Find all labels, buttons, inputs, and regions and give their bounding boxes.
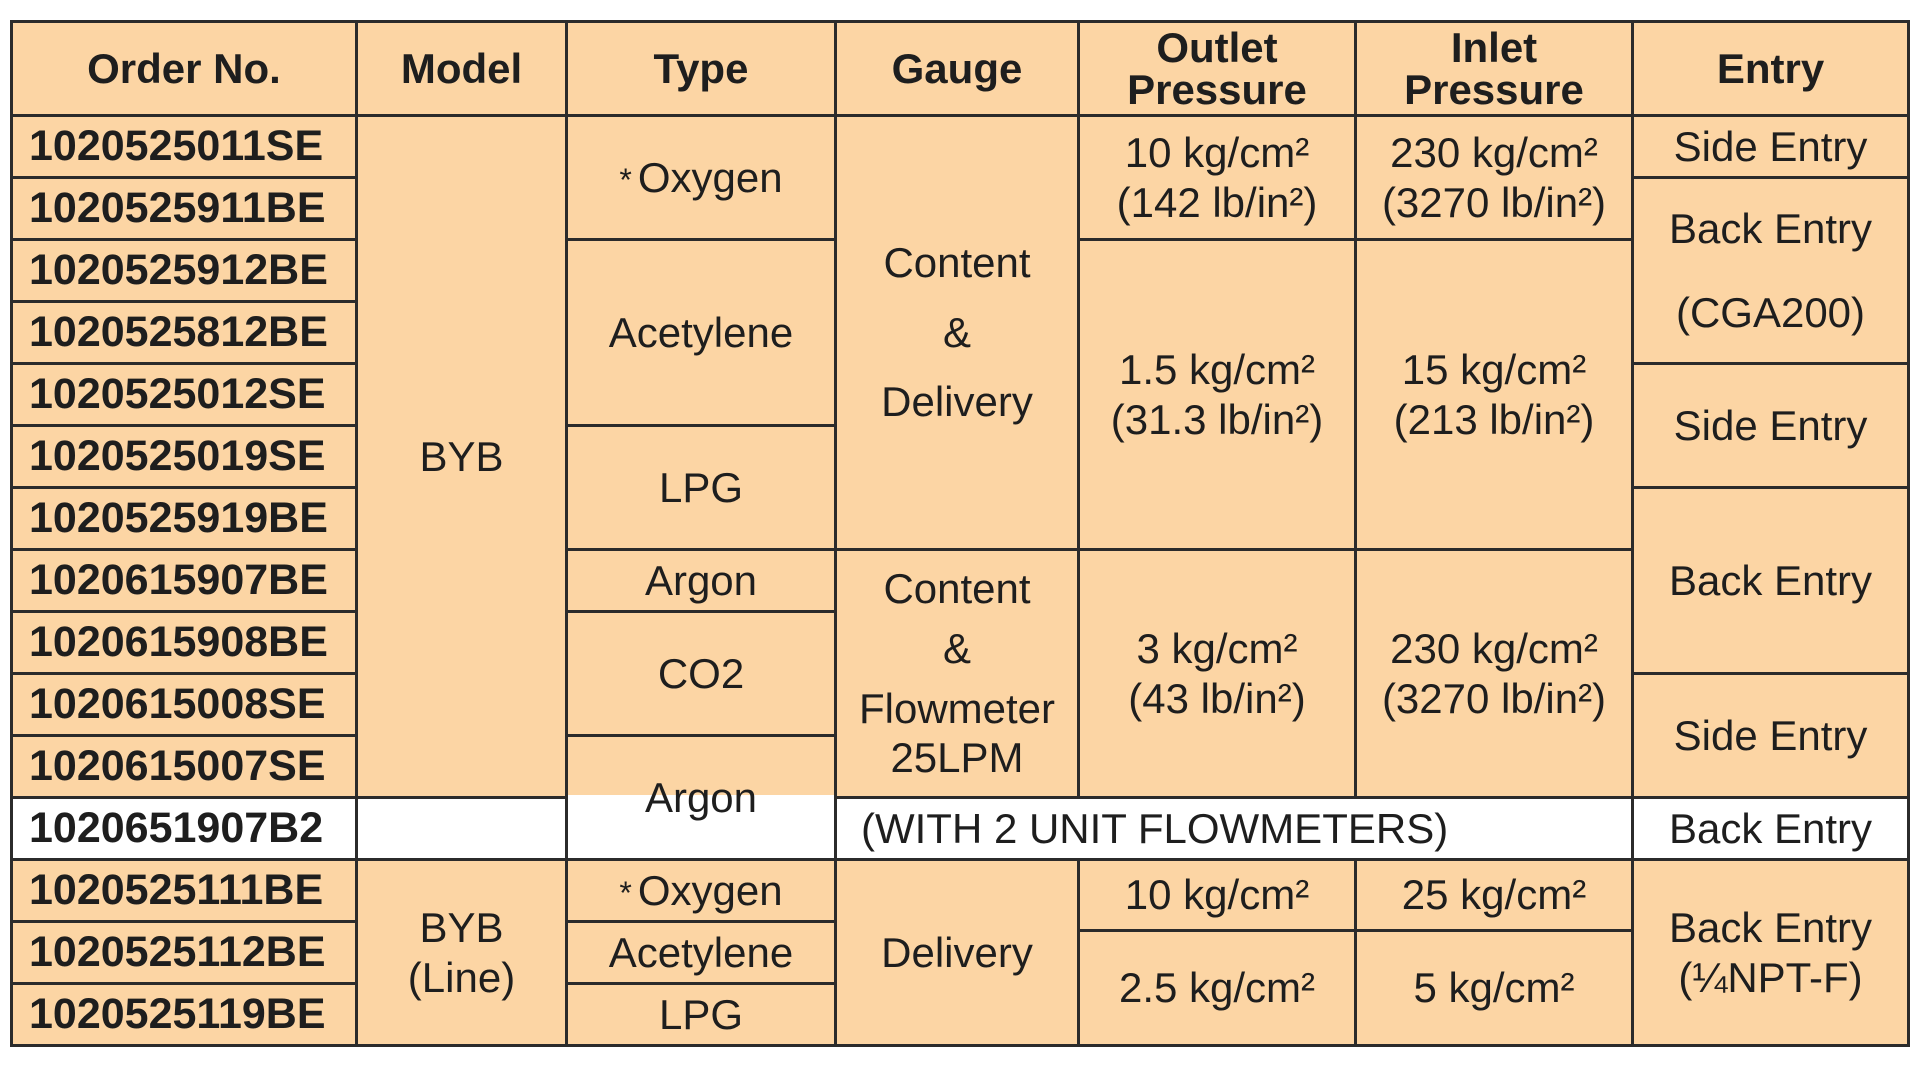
inlet-pressure-text: (213 lb/in²) [1393, 395, 1595, 443]
entry-text: Side Entry [1673, 401, 1868, 449]
type-cell [565, 424, 837, 551]
entry-cell [1631, 362, 1910, 489]
header-order-no-text: Order No. [87, 44, 281, 92]
inlet-pressure-cell [1354, 114, 1634, 241]
outlet-pressure-cell [1077, 858, 1357, 932]
entry-cell [1631, 114, 1910, 179]
type-text: LPG [658, 463, 744, 511]
gauge-cell [834, 548, 1080, 799]
gauge-text: & [942, 308, 971, 356]
outlet-pressure-cell [1077, 548, 1357, 799]
gauge-cell [834, 114, 1080, 551]
order-no-cell [10, 920, 358, 985]
header-outlet-pressure [1077, 20, 1357, 117]
outlet-pressure-text: (142 lb/in²) [1116, 178, 1318, 226]
type-cell [565, 610, 837, 737]
header-model [355, 20, 568, 117]
order-no-text: 1020525011SE [29, 122, 324, 171]
inlet-pressure-text: 230 kg/cm² [1390, 624, 1598, 672]
order-no-cell [10, 734, 358, 799]
flowmeter-note-text: (WITH 2 UNIT FLOWMETERS) [861, 804, 1449, 852]
type-text: Argon [644, 556, 758, 604]
type-text: Acetylene [608, 928, 794, 976]
inlet-pressure-text: (3270 lb/in²) [1381, 674, 1607, 722]
order-no-text: 1020615907BE [29, 556, 328, 605]
order-no-cell [10, 486, 358, 551]
inlet-pressure-text: 230 kg/cm² [1390, 128, 1598, 176]
inlet-pressure-cell [1354, 238, 1634, 551]
order-no-cell [10, 114, 358, 179]
order-no-cell [10, 176, 358, 241]
gauge-text: Flowmeter [858, 684, 1056, 732]
order-no-cell [10, 610, 358, 675]
type-cell [565, 982, 837, 1047]
order-no-cell [10, 300, 358, 365]
type-cell [565, 548, 837, 613]
outlet-pressure-text: 2.5 kg/cm² [1118, 964, 1316, 1012]
outlet-pressure-text: 10 kg/cm² [1124, 871, 1310, 919]
inlet-pressure-text: (3270 lb/in²) [1381, 178, 1607, 226]
inlet-pressure-cell [1354, 929, 1634, 1047]
order-no-text: 1020525911BE [29, 184, 326, 233]
order-no-text: 1020525112BE [29, 928, 326, 977]
type-text: Oxygen [637, 866, 783, 914]
gauge-text: Content [883, 239, 1031, 287]
header-type [565, 20, 837, 117]
outlet-pressure-text: (43 lb/in²) [1128, 674, 1306, 722]
header-gauge [834, 20, 1080, 117]
type-text: CO2 [657, 649, 745, 697]
header-model-text: Model [400, 44, 523, 92]
order-no-text: 1020525912BE [29, 246, 328, 295]
header-order-no [10, 20, 358, 117]
header-outlet-line1: Outlet [1156, 23, 1278, 71]
outlet-pressure-cell [1077, 929, 1357, 1047]
type-cell [565, 114, 837, 241]
entry-text: Back Entry [1668, 804, 1873, 852]
gauge-cell [834, 858, 1080, 1047]
model-text-line2: (Line) [407, 953, 516, 1001]
gauge-text: Delivery [881, 378, 1033, 426]
model-cell [355, 858, 568, 1047]
order-no-cell [10, 796, 358, 861]
order-no-cell [10, 858, 358, 923]
entry-text: (CGA200) [1675, 288, 1866, 336]
entry-cell [1631, 176, 1910, 365]
type-text: Acetylene [608, 308, 794, 356]
order-no-text: 1020525012SE [29, 370, 326, 419]
entry-cell [1631, 858, 1910, 1047]
outlet-pressure-text: 1.5 kg/cm² [1118, 345, 1316, 393]
model-cell-blank [355, 796, 568, 861]
type-text: Oxygen [637, 153, 783, 201]
order-no-text: 1020615007SE [29, 742, 326, 791]
order-no-cell [10, 982, 358, 1047]
inlet-pressure-text: 25 kg/cm² [1401, 871, 1587, 919]
type-cell-split [565, 734, 837, 861]
order-no-text: 1020525019SE [29, 432, 326, 481]
asterisk-icon: * [619, 874, 632, 911]
gauge-text: & [942, 624, 971, 672]
order-no-text: 1020525119BE [29, 990, 326, 1039]
gauge-text: Delivery [881, 928, 1033, 976]
inlet-pressure-text: 5 kg/cm² [1413, 964, 1575, 1012]
order-no-cell [10, 362, 358, 427]
asterisk-icon: * [619, 161, 632, 198]
model-text: BYB [419, 432, 504, 480]
header-type-text: Type [653, 44, 749, 92]
outlet-pressure-cell [1077, 238, 1357, 551]
outlet-pressure-cell [1077, 114, 1357, 241]
entry-text: Back Entry [1668, 903, 1873, 951]
order-no-text: 1020651907B2 [29, 804, 324, 853]
inlet-pressure-text: 15 kg/cm² [1401, 345, 1587, 393]
order-no-text: 1020615908BE [29, 618, 328, 667]
order-no-text: 1020615008SE [29, 680, 326, 729]
header-outlet-line2: Pressure [1127, 65, 1307, 113]
gauge-text: Content [883, 565, 1031, 613]
model-text-line1: BYB [419, 903, 504, 951]
header-entry [1631, 20, 1910, 117]
entry-cell [1631, 796, 1910, 861]
header-inlet-line2: Pressure [1404, 65, 1584, 113]
outlet-pressure-text: (31.3 lb/in²) [1110, 395, 1324, 443]
entry-cell [1631, 672, 1910, 799]
order-no-text: 1020525919BE [29, 494, 328, 543]
inlet-pressure-cell [1354, 548, 1634, 799]
outlet-pressure-text: 10 kg/cm² [1124, 128, 1310, 176]
order-no-cell [10, 424, 358, 489]
entry-text: Back Entry [1668, 204, 1873, 252]
order-no-cell [10, 238, 358, 303]
entry-text: (¼NPT-F) [1678, 953, 1863, 1001]
order-no-text: 1020525812BE [29, 308, 328, 357]
header-inlet-pressure [1354, 20, 1634, 117]
order-no-cell [10, 548, 358, 613]
header-gauge-text: Gauge [891, 44, 1023, 92]
inlet-pressure-cell [1354, 858, 1634, 932]
type-cell [565, 858, 837, 923]
type-cell [565, 920, 837, 985]
entry-text: Side Entry [1673, 711, 1868, 759]
header-entry-text: Entry [1716, 44, 1825, 92]
order-no-text: 1020525111BE [29, 866, 324, 915]
type-cell [565, 238, 837, 427]
entry-text: Back Entry [1668, 556, 1873, 604]
type-text: Argon [644, 773, 758, 821]
model-cell [355, 114, 568, 799]
entry-cell [1631, 486, 1910, 675]
outlet-pressure-text: 3 kg/cm² [1136, 624, 1298, 672]
flowmeter-note-cell [834, 796, 1634, 861]
order-no-cell [10, 672, 358, 737]
header-inlet-line1: Inlet [1450, 23, 1538, 71]
entry-text: Side Entry [1673, 122, 1868, 170]
gauge-text: 25LPM [890, 734, 1024, 782]
type-text: LPG [658, 990, 744, 1038]
